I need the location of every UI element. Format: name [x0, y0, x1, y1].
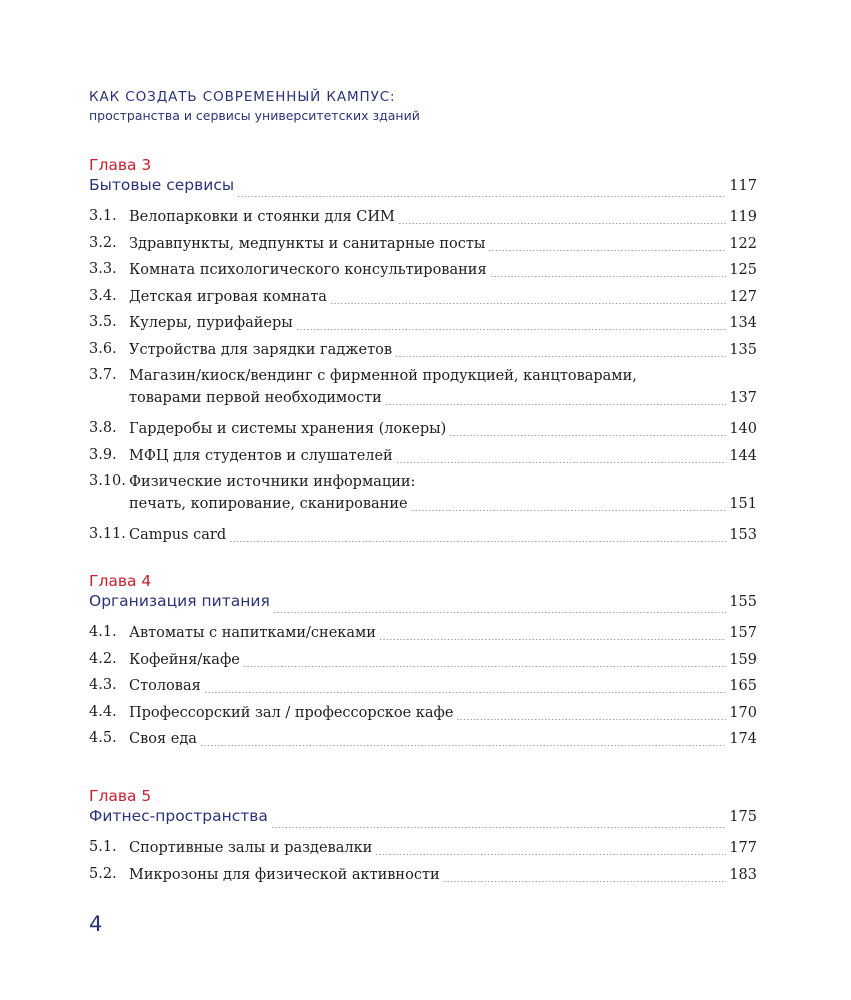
toc-entry[interactable]	[89, 259, 757, 286]
page-ref: 159	[729, 651, 757, 668]
page-ref: 165	[729, 678, 757, 694]
toc-entry[interactable]	[89, 365, 757, 418]
chapter-title-row[interactable]	[89, 806, 757, 832]
entry-title: товарами первой необходимости	[129, 390, 382, 406]
entry-title-line1: Магазин/киоск/вендинг с фирменной продукцией, канцтоварами,	[129, 368, 637, 384]
dot-leader	[375, 843, 726, 855]
entry-title: Кулеры, пурифайеры	[129, 315, 293, 331]
toc-entry[interactable]	[89, 728, 757, 755]
entry-number: 4.2.	[89, 650, 117, 667]
entry-title: Своя еда	[129, 731, 197, 747]
toc-entry[interactable]	[89, 837, 757, 864]
entry-title: Профессорский зал / профессорское кафе	[129, 704, 454, 721]
dot-leader	[229, 530, 726, 542]
entry-title: печать, копирование, сканирование	[129, 496, 408, 512]
dot-leader	[443, 870, 727, 882]
dot-leader	[237, 185, 726, 197]
page-ref: 127	[729, 288, 757, 305]
dot-leader	[271, 816, 726, 828]
entry-number: 4.3.	[89, 677, 117, 693]
page-ref: 157	[729, 625, 757, 641]
dot-leader	[449, 424, 726, 436]
dot-leader	[398, 212, 726, 224]
page-ref: 122	[729, 235, 757, 252]
page-ref: 170	[729, 704, 757, 721]
entry-number: 3.8.	[89, 420, 117, 436]
page-ref: 140	[729, 421, 757, 437]
dot-leader	[273, 601, 727, 613]
entry-number: 4.4.	[89, 703, 117, 720]
chapter-label: Глава 4	[89, 572, 152, 590]
entry-title: Велопарковки и стоянки для СИМ	[129, 209, 395, 225]
toc-entry[interactable]	[89, 471, 757, 524]
page-ref: 175	[729, 809, 757, 825]
entry-title: Здравпункты, медпункты и санитарные посты	[129, 235, 486, 252]
page-ref: 155	[729, 594, 757, 610]
dot-leader	[456, 708, 726, 720]
entry-number: 3.11.	[89, 526, 126, 542]
entry-title-line1: Физические источники информации:	[129, 474, 416, 490]
dot-leader	[385, 393, 727, 405]
entry-number: 5.1.	[89, 839, 117, 855]
chapter-title: Фитнес-пространства	[89, 807, 268, 825]
chapter-title-row[interactable]	[89, 175, 757, 201]
page-ref: 119	[729, 209, 757, 225]
page-ref: 144	[729, 447, 757, 464]
dot-leader	[395, 345, 726, 357]
page-ref: 153	[729, 527, 757, 543]
page-ref: 183	[729, 866, 757, 883]
toc-entry[interactable]	[89, 445, 757, 472]
toc-entry[interactable]	[89, 286, 757, 313]
toc-entry[interactable]	[89, 622, 757, 649]
entry-title: Комната психологического консультирования	[129, 262, 487, 278]
dot-leader	[379, 628, 726, 640]
toc-entry[interactable]	[89, 675, 757, 702]
dot-leader	[200, 734, 726, 746]
entry-number: 3.9.	[89, 446, 117, 463]
chapter-title-row[interactable]	[89, 591, 757, 617]
page-ref: 151	[729, 496, 757, 512]
chapter-label: Глава 5	[89, 787, 152, 805]
page-number: 4	[89, 912, 103, 936]
page-ref: 137	[729, 390, 757, 406]
toc-entry[interactable]	[89, 649, 757, 676]
dot-leader	[204, 681, 727, 693]
entry-number: 3.6.	[89, 340, 117, 357]
dot-leader	[488, 239, 726, 251]
entry-title: Спортивные залы и раздевалки	[129, 840, 373, 856]
chapter-title: Организация питания	[89, 592, 270, 610]
chapter-title: Бытовые сервисы	[89, 176, 235, 194]
entry-number: 3.10.	[89, 473, 126, 489]
toc-entry[interactable]	[89, 233, 757, 260]
entry-number: 5.2.	[89, 865, 117, 882]
entry-title: Кофейня/кафе	[129, 651, 240, 668]
chapter-5-section	[89, 786, 757, 890]
book-subtitle: пространства и сервисы университетских зданий	[89, 108, 420, 123]
dot-leader	[490, 265, 727, 277]
running-header	[89, 88, 420, 124]
toc-entry[interactable]	[89, 312, 757, 339]
page-ref: 117	[729, 178, 757, 194]
book-title: КАК СОЗДАТЬ СОВРЕМЕННЫЙ КАМПУС:	[89, 89, 396, 105]
page-ref: 134	[729, 315, 757, 331]
entry-title: МФЦ для студентов и слушателей	[129, 447, 393, 464]
dot-leader	[296, 318, 727, 330]
entry-number: 3.2.	[89, 234, 117, 251]
dot-leader	[243, 655, 726, 667]
entry-number: 3.1.	[89, 208, 117, 224]
chapter-4-section	[89, 571, 757, 755]
dot-leader	[330, 292, 726, 304]
page-ref: 177	[729, 840, 757, 856]
chapter-label: Глава 3	[89, 156, 152, 174]
entry-number: 3.4.	[89, 287, 117, 304]
entry-title: Автоматы с напитками/снеками	[129, 625, 376, 641]
toc-entry[interactable]	[89, 702, 757, 729]
entry-number: 4.1.	[89, 624, 117, 640]
toc-entry[interactable]	[89, 524, 757, 551]
dot-leader	[411, 499, 727, 511]
entry-number: 4.5.	[89, 730, 117, 746]
page-ref: 174	[729, 731, 757, 747]
toc-entries	[89, 206, 757, 551]
toc-entries	[89, 622, 757, 755]
toc-entries	[89, 837, 757, 890]
toc-entry[interactable]	[89, 864, 757, 891]
entry-title: Устройства для зарядки гаджетов	[129, 341, 393, 358]
toc-entry[interactable]	[89, 418, 757, 445]
page-ref: 125	[729, 262, 757, 278]
page-ref: 135	[729, 341, 757, 358]
dot-leader	[396, 451, 727, 463]
chapter-3-section	[89, 155, 757, 551]
entry-number: 3.5.	[89, 314, 117, 330]
entry-title: Детская игровая комната	[129, 288, 327, 305]
entry-title: Микрозоны для физической активности	[129, 866, 440, 883]
entry-number: 3.7.	[89, 367, 117, 383]
toc-entry[interactable]	[89, 206, 757, 233]
entry-title: Столовая	[129, 678, 201, 694]
toc-entry[interactable]	[89, 339, 757, 366]
entry-number: 3.3.	[89, 261, 117, 277]
entry-title: Campus card	[129, 527, 227, 543]
entry-title: Гардеробы и системы хранения (локеры)	[129, 421, 447, 437]
